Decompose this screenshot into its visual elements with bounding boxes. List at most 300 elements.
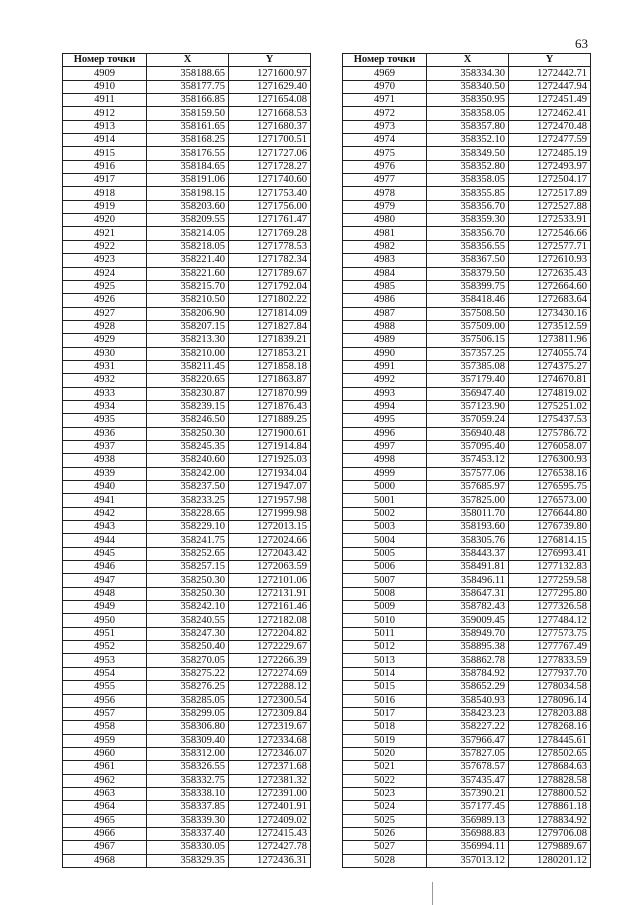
page-number: 63 (575, 36, 588, 51)
table-row (63, 641, 311, 654)
y-coordinate-cell: 1276595.75 (509, 481, 591, 494)
x-coordinate-cell: 358257.15 (147, 561, 229, 574)
y-coordinate-cell: 1272517.89 (509, 187, 591, 200)
point-number-cell: 4940 (63, 481, 147, 494)
y-coordinate-cell: 1271957.98 (229, 494, 311, 507)
y-coordinate-cell: 1275251.02 (509, 400, 591, 413)
point-number-cell: 4936 (63, 427, 147, 440)
y-coordinate-cell: 1271870.99 (229, 387, 311, 400)
x-coordinate-cell: 358358.05 (427, 107, 509, 120)
table-row (63, 400, 311, 413)
y-coordinate-cell: 1272346.07 (229, 747, 311, 760)
y-coordinate-cell: 1277295.80 (509, 587, 591, 600)
table-row (343, 267, 591, 280)
y-coordinate-cell: 1278034.58 (509, 681, 591, 694)
y-coordinate-cell: 1276739.80 (509, 521, 591, 534)
y-coordinate-cell: 1278861.18 (509, 801, 591, 814)
y-coordinate-cell: 1272470.48 (509, 120, 591, 133)
table-row (63, 694, 311, 707)
table-row (343, 240, 591, 253)
y-coordinate-cell: 1271629.40 (229, 80, 311, 93)
x-coordinate-cell: 357123.90 (427, 400, 509, 413)
x-coordinate-cell: 358305.76 (427, 534, 509, 547)
point-number-cell: 5026 (343, 827, 427, 840)
y-coordinate-cell: 1272401.91 (229, 801, 311, 814)
x-coordinate-cell: 358895.38 (427, 641, 509, 654)
x-coordinate-cell: 358203.60 (147, 200, 229, 213)
y-coordinate-cell: 1272635.43 (509, 267, 591, 280)
table-row (63, 134, 311, 147)
x-coordinate-cell: 358176.55 (147, 147, 229, 160)
point-number-cell: 4953 (63, 654, 147, 667)
x-coordinate-cell: 357827.05 (427, 747, 509, 760)
table-row (343, 627, 591, 640)
point-number-cell: 5014 (343, 667, 427, 680)
point-number-cell: 4914 (63, 134, 147, 147)
point-number-cell: 5017 (343, 707, 427, 720)
y-coordinate-cell: 1272427.78 (229, 841, 311, 854)
y-coordinate-cell: 1272182.08 (229, 614, 311, 627)
x-coordinate-cell: 356947.40 (427, 387, 509, 400)
y-coordinate-cell: 1273512.59 (509, 320, 591, 333)
table-row (343, 94, 591, 107)
x-coordinate-cell: 358443.37 (427, 547, 509, 560)
point-number-cell: 4946 (63, 561, 147, 574)
y-coordinate-cell: 1275786.72 (509, 427, 591, 440)
point-number-cell: 4979 (343, 200, 427, 213)
x-coordinate-cell: 359009.45 (427, 614, 509, 627)
table-row (343, 134, 591, 147)
x-coordinate-cell: 358161.65 (147, 120, 229, 133)
point-number-cell: 4916 (63, 160, 147, 173)
table-row (63, 334, 311, 347)
table-row (63, 494, 311, 507)
table-row (343, 654, 591, 667)
point-number-cell: 5005 (343, 547, 427, 560)
y-coordinate-cell: 1271814.09 (229, 307, 311, 320)
y-coordinate-cell: 1274819.02 (509, 387, 591, 400)
table-row (63, 107, 311, 120)
point-number-cell: 4922 (63, 240, 147, 253)
x-coordinate-cell: 358166.85 (147, 94, 229, 107)
x-coordinate-cell: 358207.15 (147, 320, 229, 333)
y-coordinate-cell: 1271756.00 (229, 200, 311, 213)
y-coordinate-cell: 1271863.87 (229, 374, 311, 387)
x-coordinate-cell: 358652.29 (427, 681, 509, 694)
table-row (63, 294, 311, 307)
table-row (63, 80, 311, 93)
table-row (63, 214, 311, 227)
table-row (63, 280, 311, 293)
table-row (63, 347, 311, 360)
y-coordinate-cell: 1271934.04 (229, 467, 311, 480)
point-number-cell: 5003 (343, 521, 427, 534)
point-number-cell: 4977 (343, 174, 427, 187)
table-row (343, 547, 591, 560)
point-number-cell: 5028 (343, 854, 427, 867)
y-coordinate-cell: 1272288.12 (229, 681, 311, 694)
point-number-cell: 4996 (343, 427, 427, 440)
point-number-cell: 4951 (63, 627, 147, 640)
point-number-cell: 4988 (343, 320, 427, 333)
table-row (63, 587, 311, 600)
y-coordinate-cell: 1271802.22 (229, 294, 311, 307)
table-row (343, 294, 591, 307)
y-coordinate-cell: 1272024.66 (229, 534, 311, 547)
table-row (343, 681, 591, 694)
table-row (63, 667, 311, 680)
y-coordinate-cell: 1272334.68 (229, 734, 311, 747)
x-coordinate-cell: 358229.10 (147, 521, 229, 534)
y-coordinate-cell: 1271792.04 (229, 280, 311, 293)
table-row (63, 320, 311, 333)
x-coordinate-cell: 358215.70 (147, 280, 229, 293)
table-row (343, 67, 591, 80)
y-coordinate-cell: 1273811.96 (509, 334, 591, 347)
table-row (63, 374, 311, 387)
y-coordinate-cell: 1271769.28 (229, 227, 311, 240)
point-number-cell: 4981 (343, 227, 427, 240)
x-coordinate-cell: 358011.70 (427, 507, 509, 520)
point-number-cell: 4943 (63, 521, 147, 534)
point-number-cell: 5023 (343, 787, 427, 800)
x-coordinate-cell: 357059.24 (427, 414, 509, 427)
point-number-cell: 4980 (343, 214, 427, 227)
point-number-cell: 4931 (63, 360, 147, 373)
x-coordinate-cell: 358337.85 (147, 801, 229, 814)
point-number-cell: 4918 (63, 187, 147, 200)
point-number-cell: 4978 (343, 187, 427, 200)
x-coordinate-cell: 357357.25 (427, 347, 509, 360)
point-number-cell: 4997 (343, 440, 427, 453)
scan-edge-line (432, 882, 433, 905)
point-number-cell: 5012 (343, 641, 427, 654)
point-number-cell: 4909 (63, 67, 147, 80)
point-number-cell: 4919 (63, 200, 147, 213)
y-coordinate-cell: 1272683.64 (509, 294, 591, 307)
point-number-cell: 5020 (343, 747, 427, 760)
x-coordinate-cell: 358250.40 (147, 641, 229, 654)
x-coordinate-cell: 358240.55 (147, 614, 229, 627)
x-coordinate-cell: 358211.45 (147, 360, 229, 373)
y-coordinate-cell: 1280201.12 (509, 854, 591, 867)
table-row (343, 667, 591, 680)
y-coordinate-cell: 1276644.80 (509, 507, 591, 520)
table-row (63, 827, 311, 840)
table-row (63, 147, 311, 160)
table-row (63, 507, 311, 520)
y-coordinate-cell: 1272436.31 (229, 854, 311, 867)
point-number-cell: 5009 (343, 601, 427, 614)
y-coordinate-cell: 1272309.84 (229, 707, 311, 720)
table-row (63, 574, 311, 587)
point-number-cell: 5027 (343, 841, 427, 854)
point-number-cell: 4937 (63, 440, 147, 453)
point-number-cell: 4960 (63, 747, 147, 760)
point-number-cell: 4934 (63, 400, 147, 413)
x-coordinate-cell: 358242.10 (147, 601, 229, 614)
x-coordinate-cell: 357095.40 (427, 440, 509, 453)
table-row (63, 454, 311, 467)
x-coordinate-cell: 358270.05 (147, 654, 229, 667)
y-coordinate-cell: 1277573.75 (509, 627, 591, 640)
y-coordinate-cell: 1271827.84 (229, 320, 311, 333)
table-row (343, 214, 591, 227)
y-coordinate-cell: 1272447.94 (509, 80, 591, 93)
point-number-cell: 4992 (343, 374, 427, 387)
x-coordinate-cell: 358540.93 (427, 694, 509, 707)
point-number-cell: 5025 (343, 814, 427, 827)
x-coordinate-cell: 357390.21 (427, 787, 509, 800)
table-row (343, 827, 591, 840)
x-coordinate-cell: 358329.35 (147, 854, 229, 867)
table-row (343, 641, 591, 654)
table-row (63, 601, 311, 614)
x-coordinate-cell: 357506.15 (427, 334, 509, 347)
x-coordinate-cell: 358312.00 (147, 747, 229, 760)
point-number-cell: 4986 (343, 294, 427, 307)
y-coordinate-cell: 1272451.49 (509, 94, 591, 107)
y-coordinate-cell: 1274375.27 (509, 360, 591, 373)
table-row (343, 747, 591, 760)
point-number-cell: 5001 (343, 494, 427, 507)
x-coordinate-cell: 358240.60 (147, 454, 229, 467)
point-number-cell: 4961 (63, 761, 147, 774)
table-row (343, 227, 591, 240)
point-number-cell: 4935 (63, 414, 147, 427)
point-number-cell: 5016 (343, 694, 427, 707)
table-row (343, 374, 591, 387)
table-row (343, 160, 591, 173)
x-coordinate-cell: 358159.50 (147, 107, 229, 120)
point-number-cell: 4984 (343, 267, 427, 280)
table-row (63, 174, 311, 187)
y-coordinate-cell: 1272415.43 (229, 827, 311, 840)
point-number-cell: 4912 (63, 107, 147, 120)
y-coordinate-cell: 1271700.51 (229, 134, 311, 147)
y-coordinate-cell: 1278684.63 (509, 761, 591, 774)
y-coordinate-cell: 1272319.67 (229, 721, 311, 734)
table-row (343, 107, 591, 120)
table-row (63, 787, 311, 800)
y-coordinate-cell: 1274670.81 (509, 374, 591, 387)
table-row (63, 360, 311, 373)
y-coordinate-cell: 1276814.15 (509, 534, 591, 547)
y-coordinate-cell: 1278203.88 (509, 707, 591, 720)
y-coordinate-cell: 1271727.06 (229, 147, 311, 160)
table-row (343, 187, 591, 200)
x-coordinate-cell: 357577.06 (427, 467, 509, 480)
x-coordinate-cell: 358334.30 (427, 67, 509, 80)
table-row (63, 67, 311, 80)
table-row (343, 387, 591, 400)
point-number-cell: 4920 (63, 214, 147, 227)
table-row (63, 227, 311, 240)
table-row (63, 160, 311, 173)
x-coordinate-cell: 358250.30 (147, 574, 229, 587)
x-coordinate-cell: 356940.48 (427, 427, 509, 440)
table-row (343, 174, 591, 187)
table-row (343, 761, 591, 774)
header-point-number: Номер точки (343, 54, 427, 67)
table-row (343, 360, 591, 373)
table-row (63, 734, 311, 747)
y-coordinate-cell: 1277767.49 (509, 641, 591, 654)
table-row (343, 80, 591, 93)
y-coordinate-cell: 1272493.97 (509, 160, 591, 173)
y-coordinate-cell: 1275437.53 (509, 414, 591, 427)
y-coordinate-cell: 1277937.70 (509, 667, 591, 680)
table-row (63, 841, 311, 854)
y-coordinate-cell: 1278800.52 (509, 787, 591, 800)
x-coordinate-cell: 358309.40 (147, 734, 229, 747)
point-number-cell: 4963 (63, 787, 147, 800)
table-row (63, 614, 311, 627)
y-coordinate-cell: 1272300.54 (229, 694, 311, 707)
y-coordinate-cell: 1272013.15 (229, 521, 311, 534)
point-number-cell: 4989 (343, 334, 427, 347)
x-coordinate-cell: 358418.46 (427, 294, 509, 307)
table-row (343, 454, 591, 467)
point-number-cell: 4915 (63, 147, 147, 160)
point-number-cell: 4910 (63, 80, 147, 93)
x-coordinate-cell: 358338.10 (147, 787, 229, 800)
point-number-cell: 5015 (343, 681, 427, 694)
y-coordinate-cell: 1279706.08 (509, 827, 591, 840)
table-row (343, 120, 591, 133)
x-coordinate-cell: 358356.55 (427, 240, 509, 253)
y-coordinate-cell: 1276058.07 (509, 440, 591, 453)
point-number-cell: 4928 (63, 320, 147, 333)
point-number-cell: 4973 (343, 120, 427, 133)
point-number-cell: 4954 (63, 667, 147, 680)
x-coordinate-cell: 358227.22 (427, 721, 509, 734)
x-coordinate-cell: 358221.40 (147, 254, 229, 267)
point-number-cell: 4964 (63, 801, 147, 814)
x-coordinate-cell: 358228.65 (147, 507, 229, 520)
point-number-cell: 5000 (343, 481, 427, 494)
point-number-cell: 4969 (343, 67, 427, 80)
y-coordinate-cell: 1278096.14 (509, 694, 591, 707)
y-coordinate-cell: 1272527.88 (509, 200, 591, 213)
x-coordinate-cell: 358285.05 (147, 694, 229, 707)
table-row (343, 534, 591, 547)
table-row (343, 854, 591, 867)
table-row (63, 547, 311, 560)
y-coordinate-cell: 1278502.65 (509, 747, 591, 760)
table-row (343, 347, 591, 360)
x-coordinate-cell: 358367.50 (427, 254, 509, 267)
x-coordinate-cell: 358198.15 (147, 187, 229, 200)
x-coordinate-cell: 357508.50 (427, 307, 509, 320)
point-number-cell: 4921 (63, 227, 147, 240)
y-coordinate-cell: 1272504.17 (509, 174, 591, 187)
x-coordinate-cell: 358379.50 (427, 267, 509, 280)
y-coordinate-cell: 1271600.97 (229, 67, 311, 80)
table-row (63, 307, 311, 320)
point-number-cell: 5011 (343, 627, 427, 640)
x-coordinate-cell: 356989.13 (427, 814, 509, 827)
table-row (63, 440, 311, 453)
y-coordinate-cell: 1272161.46 (229, 601, 311, 614)
x-coordinate-cell: 358496.11 (427, 574, 509, 587)
x-coordinate-cell: 358306.80 (147, 721, 229, 734)
table-row (343, 280, 591, 293)
y-coordinate-cell: 1272485.19 (509, 147, 591, 160)
x-coordinate-cell: 357435.47 (427, 774, 509, 787)
x-coordinate-cell: 358250.30 (147, 587, 229, 600)
point-number-cell: 4924 (63, 267, 147, 280)
x-coordinate-cell: 358352.10 (427, 134, 509, 147)
y-coordinate-cell: 1271914.84 (229, 440, 311, 453)
table-row (63, 120, 311, 133)
point-number-cell: 4975 (343, 147, 427, 160)
table-row (63, 801, 311, 814)
table-row (343, 427, 591, 440)
y-coordinate-cell: 1271654.08 (229, 94, 311, 107)
point-number-cell: 5006 (343, 561, 427, 574)
x-coordinate-cell: 358221.60 (147, 267, 229, 280)
point-number-cell: 4967 (63, 841, 147, 854)
x-coordinate-cell: 358188.65 (147, 67, 229, 80)
x-coordinate-cell: 358330.05 (147, 841, 229, 854)
point-number-cell: 5013 (343, 654, 427, 667)
point-number-cell: 4999 (343, 467, 427, 480)
x-coordinate-cell: 358782.43 (427, 601, 509, 614)
x-coordinate-cell: 358337.40 (147, 827, 229, 840)
x-coordinate-cell: 356988.83 (427, 827, 509, 840)
point-number-cell: 4939 (63, 467, 147, 480)
table-header-row (343, 54, 591, 67)
point-number-cell: 5010 (343, 614, 427, 627)
point-number-cell: 4925 (63, 280, 147, 293)
x-coordinate-cell: 356994.11 (427, 841, 509, 854)
point-number-cell: 4932 (63, 374, 147, 387)
y-coordinate-cell: 1272477.59 (509, 134, 591, 147)
point-number-cell: 4993 (343, 387, 427, 400)
y-coordinate-cell: 1276300.93 (509, 454, 591, 467)
table-row (63, 467, 311, 480)
point-number-cell: 4945 (63, 547, 147, 560)
x-coordinate-cell: 358210.00 (147, 347, 229, 360)
point-number-cell: 4948 (63, 587, 147, 600)
x-coordinate-cell: 357966.47 (427, 734, 509, 747)
x-coordinate-cell: 358237.50 (147, 481, 229, 494)
x-coordinate-cell: 358349.50 (427, 147, 509, 160)
x-coordinate-cell: 358326.55 (147, 761, 229, 774)
y-coordinate-cell: 1278268.16 (509, 721, 591, 734)
y-coordinate-cell: 1272204.82 (229, 627, 311, 640)
table-row (63, 187, 311, 200)
table-row (63, 387, 311, 400)
y-coordinate-cell: 1271925.03 (229, 454, 311, 467)
point-number-cell: 4983 (343, 254, 427, 267)
point-number-cell: 4966 (63, 827, 147, 840)
point-number-cell: 4944 (63, 534, 147, 547)
table-row (343, 481, 591, 494)
x-coordinate-cell: 358241.75 (147, 534, 229, 547)
table-row (63, 414, 311, 427)
x-coordinate-cell: 357509.00 (427, 320, 509, 333)
x-coordinate-cell: 357177.45 (427, 801, 509, 814)
point-number-cell: 4985 (343, 280, 427, 293)
table-row (63, 94, 311, 107)
y-coordinate-cell: 1271853.21 (229, 347, 311, 360)
table-row (343, 734, 591, 747)
x-coordinate-cell: 358247.30 (147, 627, 229, 640)
y-coordinate-cell: 1272063.59 (229, 561, 311, 574)
x-coordinate-cell: 358250.30 (147, 427, 229, 440)
